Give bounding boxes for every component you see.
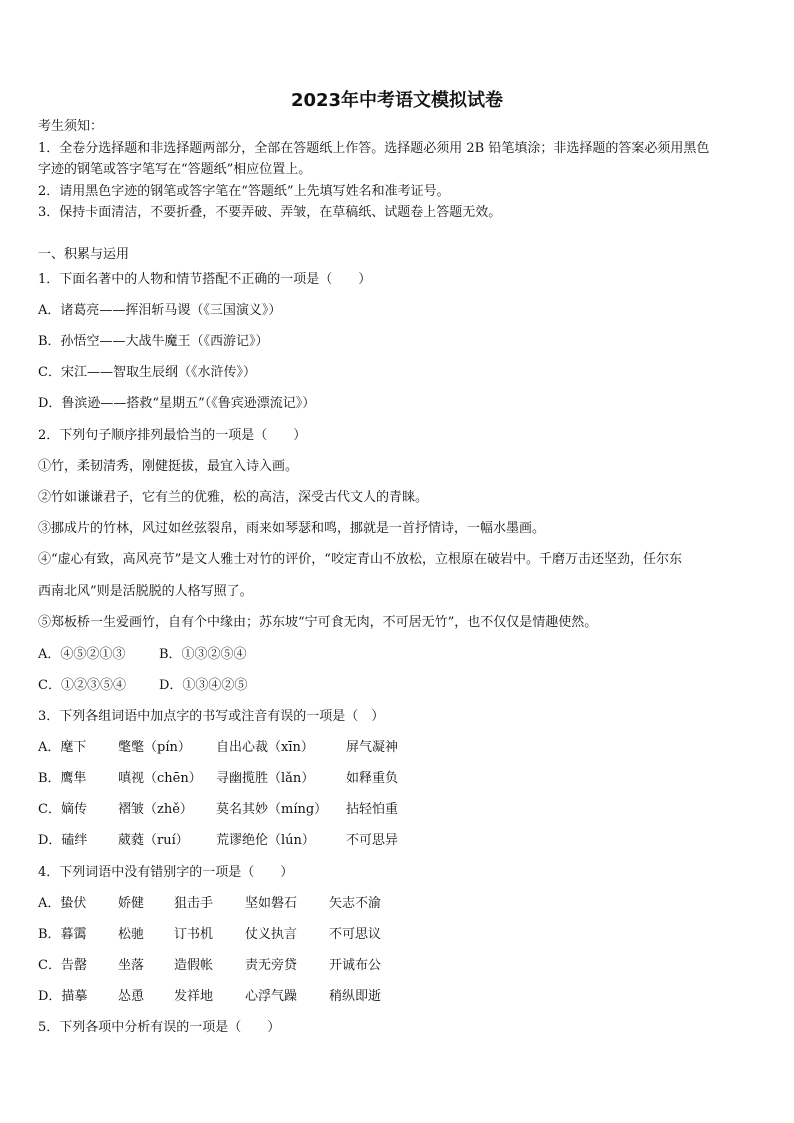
word: 葳蕤（ruí） [118, 833, 189, 848]
question-stem: 2．下列句子顺序排列最恰当的一项是（ ） [38, 428, 307, 443]
word: A．麾下 [38, 740, 87, 755]
question-stem: 4．下列词语中没有错别字的一项是（ ） [38, 865, 294, 880]
option-c: C．①②③⑤④ [38, 678, 126, 693]
option-d: D．①③④②⑤ [159, 678, 248, 693]
word: 拈轻怕重 [346, 802, 399, 817]
word: 不可思异 [346, 833, 399, 848]
question-stem: 3．下列各组词语中加点字的书写或注音有误的一项是（ ） [38, 709, 385, 724]
word: 坐落 [118, 958, 145, 973]
sentence-3: ③挪成片的竹林，风过如丝弦裂帛，雨来如琴瑟和鸣，挪就是一首抒情诗，一幅水墨画。 [38, 521, 546, 536]
word: 订书机 [174, 927, 214, 942]
word: 嗔视（chēn） [118, 771, 202, 786]
sentence-5: ⑤郑板桥一生爱画竹，自有个中缘由；苏东坡“宁可食无肉，不可居无竹”，也不仅仅是情趣使然。 [38, 615, 598, 630]
word: 心浮气躁 [245, 989, 298, 1004]
word: 莫名其妙（míng） [216, 802, 328, 817]
option-c: C．宋江——智取生辰纲（《水浒传》） [38, 365, 256, 380]
notice-item: 2．请用黑色字迹的钢笔或答字笔在“答题纸”上先填写姓名和准考证号。 [38, 184, 450, 199]
option-b: B．孙悟空——大战牛魔王（《西游记》） [38, 334, 269, 349]
word: D．描摹 [38, 989, 88, 1004]
word: 坚如磐石 [245, 896, 298, 911]
word: D．磕绊 [38, 833, 88, 848]
word: 娇健 [118, 896, 145, 911]
option-d: D．鲁滨逊——搭救“星期五”（《鲁宾逊漂流记》） [38, 396, 316, 411]
option-a: A．诸葛亮——挥泪斩马谡（《三国演义》） [38, 303, 282, 318]
word: 如释重负 [346, 771, 399, 786]
question-stem: 1．下面名著中的人物和情节搭配不正确的一项是（ ） [38, 272, 372, 287]
word: 褶皱（zhě） [118, 802, 193, 817]
word: 稍纵即逝 [329, 989, 382, 1004]
notice-item: 3．保持卡面清洁，不要折叠，不要弄破、弄皱，在草稿纸、试题卷上答题无效。 [38, 205, 502, 220]
word: 造假帐 [174, 958, 214, 973]
section-heading: 一、积累与运用 [38, 247, 130, 262]
question-stem: 5．下列各项中分析有误的一项是（ ） [38, 1020, 281, 1035]
word: C．告罄 [38, 958, 87, 973]
word: 仗义执言 [245, 927, 298, 942]
word: B．鹰隼 [38, 771, 87, 786]
notice-item: 字迹的钢笔或答字笔写在“答题纸”相应位置上。 [38, 162, 312, 177]
sentence-2: ②竹如谦谦君子，它有兰的优雅，松的高洁，深受古代文人的青睐。 [38, 490, 429, 505]
word: 氅氅（pín） [118, 740, 191, 755]
page-title: 2023年中考语文模拟试卷 [290, 90, 504, 111]
word: 屏气凝神 [346, 740, 399, 755]
word: 怂恿 [118, 989, 145, 1004]
notice-item: 1．全卷分选择题和非选择题两部分，全部在答题纸上作答。选择题必须用 2B 铅笔填涂；非选择题的答案必须用黑色 [38, 141, 710, 156]
word: 发祥地 [174, 989, 214, 1004]
word: 自出心裁（xīn） [216, 740, 314, 755]
word: A．蛰伏 [38, 896, 87, 911]
word: 开诚布公 [329, 958, 382, 973]
sentence-1: ①竹，柔韧清秀，刚健挺拔，最宜入诗入画。 [38, 459, 299, 474]
notice-heading: 考生须知： [38, 119, 104, 134]
option-a: A．④⑤②①③ [38, 647, 126, 662]
word: 不可思议 [329, 927, 382, 942]
option-b: B．①③②⑤④ [159, 647, 247, 662]
word: 责无旁贷 [245, 958, 298, 973]
word: 荒谬绝伦（lún） [216, 833, 315, 848]
sentence-4-line1: ④“虚心有致，高风亮节”是文人雅士对竹的评价，“咬定青山不放松，立根原在破岩中。千磨万击还坚劲，任尔东 [38, 552, 682, 567]
word: 狙击手 [174, 896, 214, 911]
word: 寻幽揽胜（lǎn） [216, 771, 315, 786]
word: B．暮霭 [38, 927, 87, 942]
word: 松驰 [118, 927, 145, 942]
word: C．嫡传 [38, 802, 87, 817]
word: 矢志不渝 [329, 896, 382, 911]
sentence-4-line2: 西南北风”则是活脱脱的人格写照了。 [38, 584, 253, 599]
